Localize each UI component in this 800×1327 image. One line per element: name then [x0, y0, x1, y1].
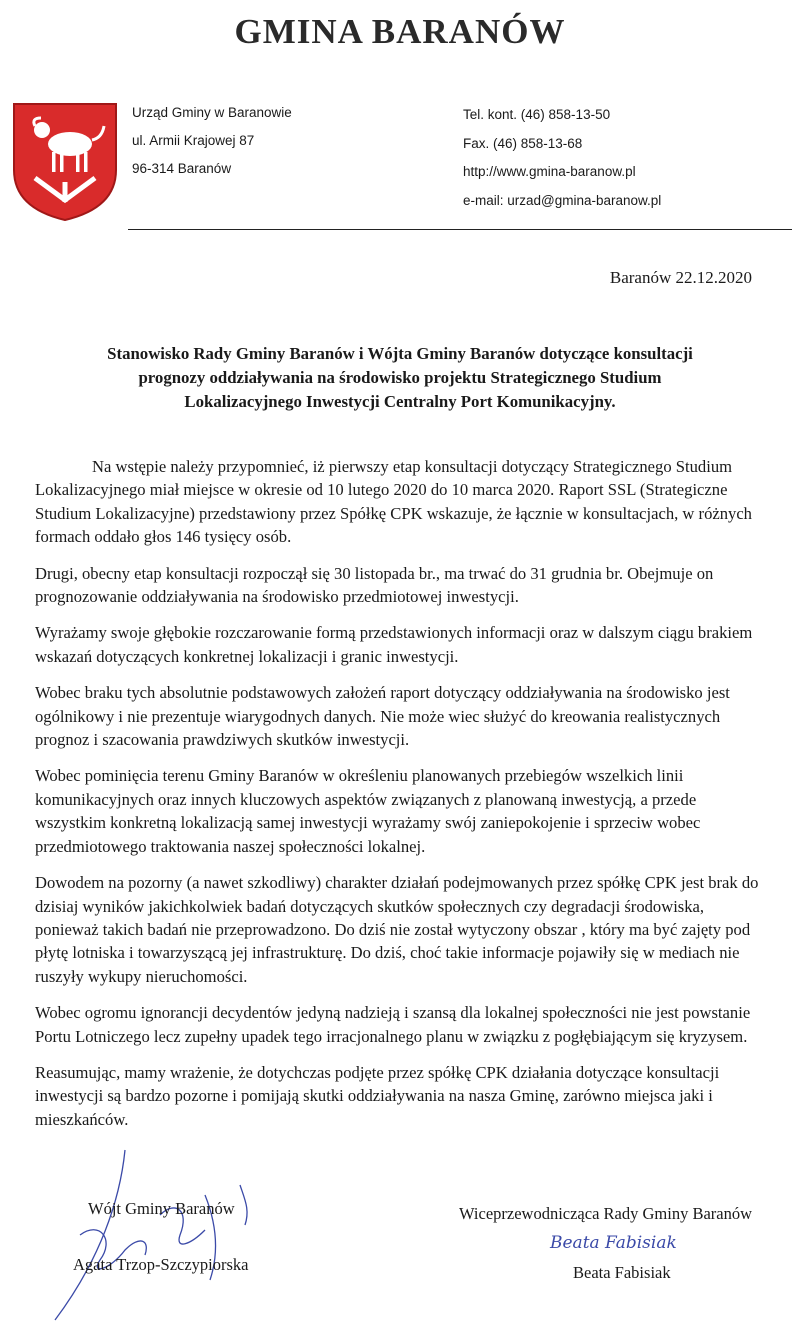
coat-of-arms-icon: [10, 100, 120, 224]
paragraph: Drugi, obecny etap konsultacji rozpoczął się 30 listopada br., ma trwać do 31 grudnia br. Obejmuje on prognozowanie oddziaływania na środowisko przedmiotowej inwestycji.: [35, 563, 714, 607]
contact-fax: Fax. (46) 858-13-68: [463, 135, 583, 151]
contact-phone: Tel. kont. (46) 858-13-50: [463, 107, 611, 122]
office-postal: 96-314 Baranów: [132, 161, 232, 176]
office-name: Urząd Gminy w Baranowie: [132, 105, 292, 120]
document-date: Baranów 22.12.2020: [609, 268, 752, 287]
signatory-title-left: Wójt Gminy Baranów: [88, 1199, 235, 1218]
paragraph: Dowodem na pozorny (a nawet szkodliwy) charakter działań podejmowanych przez spółkę CPK jest brak do dzisiaj wyników jakichkolwiek badań dotyczących skutków społecznych czy degradacji środowiska, ponieważ takich badań nie przeprowadzono. Do dziś nie został wytyczony obszar , który ma być zajęty pod płytę lotniska i towarzyszącą jej infrastrukturę. Do dziś, choć takie informacje pojawiły się w mediach nie ruszyły wykupy nieruchomości.: [35, 873, 759, 986]
heading-line: Lokalizacyjnego Inwestycji Centralny Port Komunikacyjny.: [184, 392, 616, 411]
paragraph: Na wstępie należy przypomnieć, iż pierwszy etap konsultacji dotyczący Strategicznego Studium Lokalizacyjnego miał miejsce w okresie od 10 lutego 2020 do 10 marca 2020. Raport SSL (Strategiczne Studium Lokalizacyjne) przedstawiony przez Spółkę CPK wskazuje, że łącznie w konsultacjach, w różnych formach oddało głos 146 tysięcy osób.: [35, 457, 752, 547]
office-street: ul. Armii Krajowej 87: [132, 133, 255, 148]
paragraph: Wobec pominięcia terenu Gminy Baranów w określeniu planowanych przebiegów wszelkich linii komunikacyjnych oraz innych kluczowych aspektów związanych z planowaną inwestycją, a przede wszystkim konkretną lokalizacją samej inwestycji wyrażamy swój zaniepokojenie i sprzeciw wobec przedmiotowego traktowania naszej społeczności lokalnej.: [35, 766, 701, 856]
statement-body: [35, 455, 765, 1144]
statement-heading: [40, 342, 760, 414]
signatory-title-right: Wiceprzewodnicząca Rady Gminy Baranów: [459, 1204, 753, 1223]
office-address-block: [132, 104, 292, 188]
paragraph: Reasumując, mamy wrażenie, że dotychczas podjęte przez spółkę CPK działania dotyczące konsultacji inwestycji są bardzo pozorne i pomijają skutki oddziaływania na nasza Gminę, zarówno miejsca jaki i mieszkańców.: [35, 1062, 720, 1129]
contact-block: [463, 106, 661, 220]
heading-line: prognozy oddziaływania na środowisko projektu Strategicznego Studium: [138, 368, 662, 387]
header-divider: [128, 229, 792, 230]
paragraph: Wobec braku tych absolutnie podstawowych założeń raport dotyczący oddziaływania na środowisko jest ogólnikowy i nie prezentuje wiarygodnych danych. Nie może wiec służyć do kreowania realistycznych prognoz i szacowania prawdziwych skutków inwestycji.: [35, 683, 730, 750]
document-title: GMINA BARANÓW: [234, 12, 566, 51]
paragraph: Wyrażamy swoje głębokie rozczarowanie formą przedstawionych informacji oraz w dalszym ciągu brakiem wskazań dotyczących konkretnej lokalizacji i granic inwestycji.: [35, 623, 753, 666]
signatory-name-right: Beata Fabisiak: [573, 1263, 671, 1282]
handwritten-signature-right: [545, 1224, 695, 1258]
handwritten-signature-left: [40, 1140, 290, 1327]
handwriting-text: Beata Fabisiak: [550, 1233, 677, 1253]
contact-website[interactable]: http://www.gmina-baranow.pl: [463, 164, 636, 179]
contact-email[interactable]: e-mail: urzad@gmina-baranow.pl: [463, 192, 662, 208]
heading-line: Stanowisko Rady Gminy Baranów i Wójta Gminy Baranów dotyczące konsultacji: [107, 344, 693, 363]
paragraph: Wobec ogromu ignorancji decydentów jedyną nadzieją i szansą dla lokalnej społeczności nie jest powstanie Portu Lotniczego lecz zupełny upadek tego irracjonalnego planu w związku z pogłębiającym się kryzysem.: [35, 1003, 751, 1046]
signatory-name-left: Agata Trzop-Szczypiorska: [73, 1255, 249, 1274]
